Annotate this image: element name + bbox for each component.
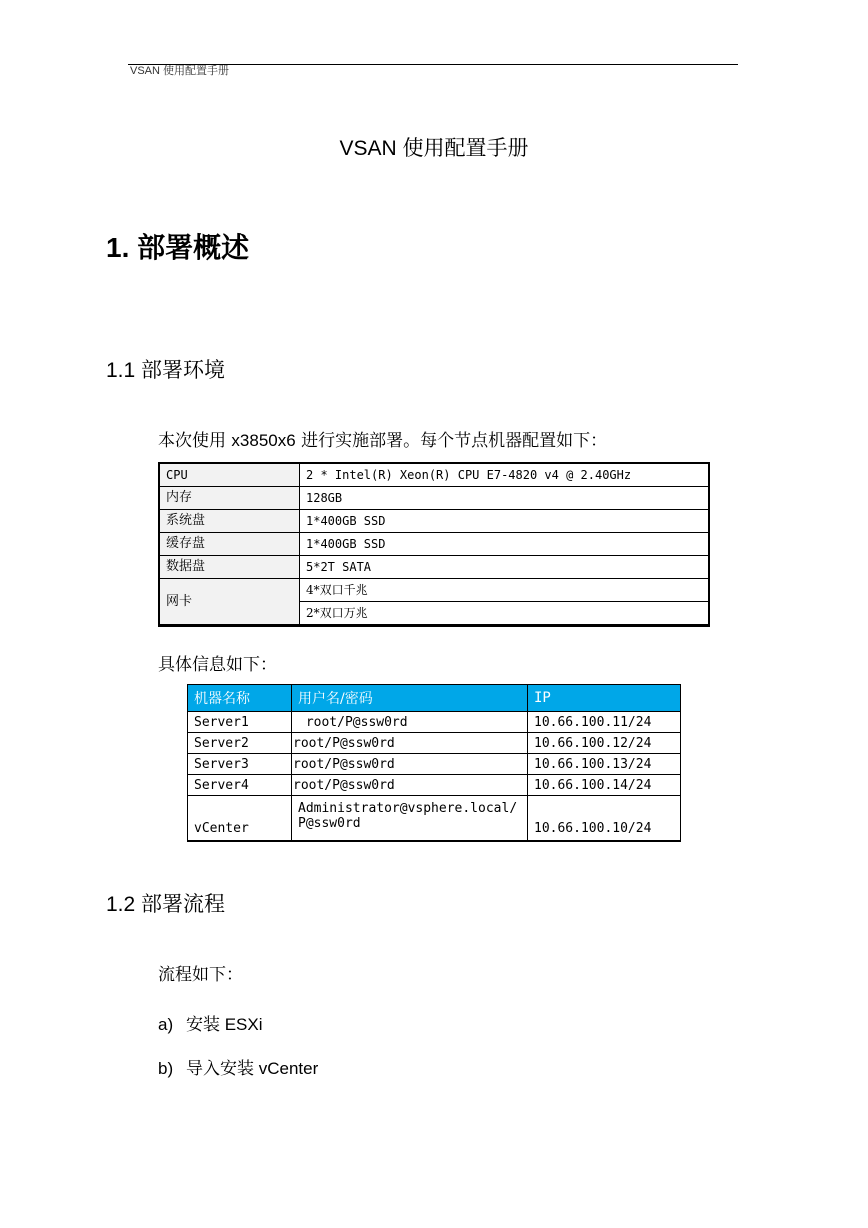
running-header: VSAN 使用配置手册 bbox=[130, 65, 230, 77]
section-1-2-heading: 1.2 部署流程 bbox=[106, 893, 226, 916]
nic-value-1: 4*双口千兆 bbox=[306, 583, 368, 597]
nic-value-2: 2*双口万兆 bbox=[306, 606, 368, 620]
machine-ip: 10.66.100.13/24 bbox=[528, 754, 681, 775]
list-item bbox=[158, 1010, 263, 1035]
machine-ip: 10.66.100.12/24 bbox=[528, 733, 681, 754]
machine-credentials: root/P@ssw0rd bbox=[292, 712, 528, 733]
intro-prefix: 本次使用 bbox=[158, 431, 232, 451]
spec-key: CPU bbox=[159, 463, 300, 487]
spec-value: 1*400GB SSD bbox=[300, 533, 710, 556]
credentials-line-2: P@ssw0rd bbox=[298, 816, 361, 831]
machine-name: Server4 bbox=[188, 775, 292, 796]
table-row bbox=[188, 796, 681, 842]
table-header-row bbox=[188, 685, 681, 712]
table-row bbox=[159, 533, 709, 556]
table-row bbox=[159, 579, 709, 602]
section-1-heading: 1. 部署概述 bbox=[106, 232, 250, 263]
machine-ip: 10.66.100.11/24 bbox=[528, 712, 681, 733]
list-item bbox=[158, 1054, 318, 1079]
machine-ip: 10.66.100.14/24 bbox=[528, 775, 681, 796]
credentials-line-1: Administrator@vsphere.local/ bbox=[298, 801, 518, 816]
machine-name: Server3 bbox=[188, 754, 292, 775]
machine-credentials: root/P@ssw0rd bbox=[292, 775, 528, 796]
node-spec-table bbox=[158, 462, 710, 627]
table-row bbox=[159, 556, 709, 579]
table-row bbox=[188, 754, 681, 775]
table-row bbox=[188, 712, 681, 733]
machine-name: Server1 bbox=[188, 712, 292, 733]
spec-value: 5*2T SATA bbox=[300, 556, 710, 579]
intro-model: x3850x6 bbox=[231, 431, 296, 450]
spec-key: 系统盘 bbox=[159, 510, 300, 533]
spec-value: 2 * Intel(R) Xeon(R) CPU E7-4820 v4 @ 2.40GHz bbox=[300, 463, 710, 487]
machine-name: Server2 bbox=[188, 733, 292, 754]
flow-paragraph: 流程如下： bbox=[158, 965, 243, 985]
spec-key: 缓存盘 bbox=[159, 533, 300, 556]
column-header-credentials: 用户名/密码 bbox=[292, 685, 528, 712]
spec-key: 内存 bbox=[159, 487, 300, 510]
spec-value: 1*400GB SSD bbox=[300, 510, 710, 533]
machine-name: vCenter bbox=[188, 796, 292, 842]
spec-value bbox=[300, 579, 710, 602]
step-text-cjk: 导入安装 bbox=[186, 1059, 254, 1079]
document-title: VSAN 使用配置手册 bbox=[339, 137, 529, 160]
spec-value bbox=[300, 602, 710, 626]
table-row bbox=[159, 487, 709, 510]
spec-key: 网卡 bbox=[159, 579, 300, 626]
column-header-name: 机器名称 bbox=[188, 685, 292, 712]
table-row bbox=[159, 510, 709, 533]
list-marker: a) bbox=[158, 1015, 174, 1034]
machine-table bbox=[187, 684, 681, 842]
spec-key: 数据盘 bbox=[159, 556, 300, 579]
machine-credentials: root/P@ssw0rd bbox=[292, 754, 528, 775]
column-header-ip: IP bbox=[528, 685, 681, 712]
header-rule bbox=[128, 64, 738, 65]
detail-paragraph: 具体信息如下： bbox=[158, 655, 277, 675]
step-text-cjk: 安装 bbox=[186, 1015, 220, 1035]
step-text-latin: vCenter bbox=[254, 1059, 319, 1078]
table-row bbox=[188, 733, 681, 754]
intro-suffix: 进行实施部署。每个节点机器配置如下： bbox=[295, 431, 608, 451]
machine-credentials: root/P@ssw0rd bbox=[292, 733, 528, 754]
machine-credentials bbox=[292, 796, 528, 842]
machine-ip: 10.66.100.10/24 bbox=[528, 796, 681, 842]
step-text-latin: ESXi bbox=[220, 1015, 263, 1034]
spec-value: 128GB bbox=[300, 487, 710, 510]
table-row bbox=[159, 463, 709, 487]
intro-paragraph bbox=[158, 426, 607, 451]
section-1-1-heading: 1.1 部署环境 bbox=[106, 359, 226, 382]
table-row bbox=[188, 775, 681, 796]
list-marker: b) bbox=[158, 1059, 174, 1078]
